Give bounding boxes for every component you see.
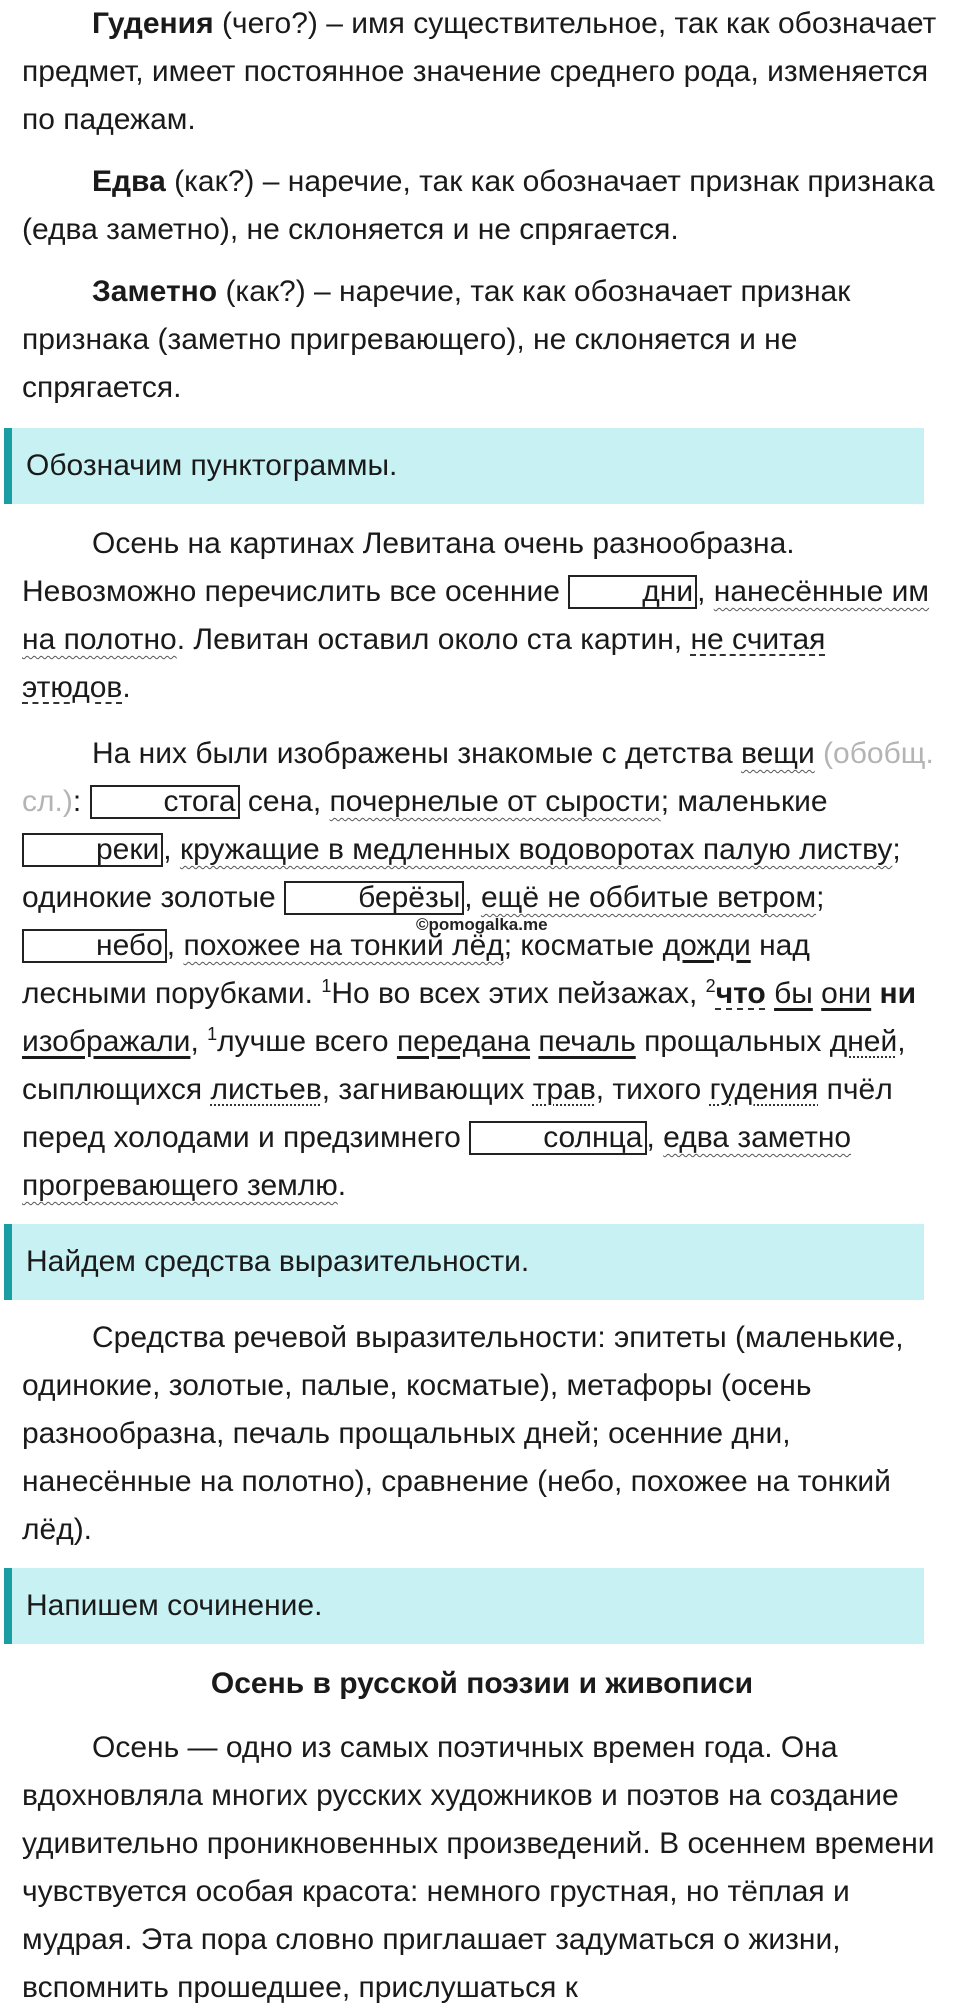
text-fragment: :	[72, 785, 90, 818]
text-fragment: , тихого	[595, 1073, 710, 1106]
boxed-word: стога	[90, 785, 240, 819]
generalizing-word: вещи	[740, 737, 815, 770]
boxed-word: небо	[22, 929, 167, 963]
text-fragment	[871, 977, 879, 1010]
text-fragment: . Левитан оставил около ста картин,	[176, 623, 691, 656]
section-header-punctuation: Обозначим пунктограммы.	[4, 428, 924, 504]
text-fragment: лучше всего	[217, 1025, 397, 1058]
text-fragment	[766, 977, 774, 1010]
subject-word: печаль	[538, 1025, 636, 1058]
text-fragment: , загнивающих	[321, 1073, 533, 1106]
text-fragment: ; маленькие	[660, 785, 828, 818]
particle-word: бы	[774, 977, 813, 1010]
text-fragment: Но во всех этих пейзажах,	[331, 977, 706, 1010]
watermark: ©pomogalka.me	[416, 915, 548, 934]
essay-paragraph: Осень — одно из самых поэтичных времен года. Она вдохновляла многих русских художников и поэтов на создание удивительно проникновенных произведений. В осеннем времени чувствуется особая красота: немного грустная, но тёплая и мудрая. Эта пора словно приглашает задуматься о жизни, вспомнить прошедшее, прислушаться к	[22, 1731, 935, 2004]
attribute-word: листьев	[210, 1073, 322, 1106]
text-fragment: ,	[190, 1025, 208, 1058]
predicate-word: передана	[396, 1025, 531, 1058]
clause-marker: 1	[207, 1024, 218, 1044]
clause-marker: 1	[321, 976, 332, 996]
text-fragment: .	[337, 1169, 347, 1202]
section-header-essay: Напишем сочинение.	[4, 1568, 924, 1644]
attribute-word: дней	[829, 1025, 898, 1058]
essay-title: Осень в русской поэзии и живописи	[210, 1667, 754, 1700]
participle-phrase: ещё не оббитые ветром	[480, 881, 817, 914]
generalizing-note: (обобщ. сл.)	[22, 737, 934, 818]
text-fragment: ,	[464, 881, 481, 914]
attribute-word: трав	[532, 1073, 596, 1106]
text-fragment: ; одинокие золотые	[22, 833, 901, 914]
analysis-paragraph-1	[22, 520, 942, 712]
subject-word: дожди	[662, 929, 751, 962]
text-fragment: .	[122, 671, 131, 704]
text-fragment: На них были изображены знакомые с детства	[92, 737, 741, 770]
conjunction-word: что	[715, 977, 766, 1010]
text-fragment: ,	[166, 929, 184, 962]
text-fragment: пчёл перед холодами и предзимнего	[22, 1073, 893, 1154]
paragraph-edva	[22, 158, 942, 254]
predicate-word: изображали	[22, 1025, 191, 1058]
term-word: Гудения	[92, 7, 214, 40]
text-fragment: ;	[816, 881, 825, 914]
text-fragment	[813, 977, 821, 1010]
participle-phrase: почернелые от сырости	[329, 785, 661, 818]
clause-marker: 2	[705, 976, 716, 996]
participle-phrase: похожее на тонкий лёд	[183, 929, 504, 962]
text-fragment: Осень на картинах Левитана очень разнообразна. Невозможно перечислить все осенние	[22, 527, 795, 608]
term-word: Заметно	[92, 275, 218, 308]
text-fragment: прощальных	[635, 1025, 830, 1058]
term-explanation: (как?) – наречие, так как обозначает признак признака (заметно пригревающего), не склоняется и не спрягается.	[22, 275, 851, 404]
boxed-word: дни	[568, 575, 697, 609]
particle-word: ни	[879, 977, 917, 1010]
text-fragment: ,	[697, 575, 714, 608]
paragraph-zametno	[22, 268, 942, 412]
text-fragment: ; косматые	[503, 929, 663, 962]
analysis-paragraph-2	[22, 730, 942, 1210]
term-explanation: (как?) – наречие, так как обозначает признак признака (едва заметно), не склоняется и не спрягается.	[22, 165, 935, 246]
boxed-word: берёзы	[284, 881, 464, 915]
subject-word: они	[821, 977, 872, 1010]
participle-phrase: едва заметно прогревающего землю	[22, 1121, 852, 1202]
participle-phrase: кружащие в медленных водоворотах палую листву	[179, 833, 893, 866]
text-fragment: , сыплющихся	[22, 1025, 906, 1106]
attribute-word: гудения	[709, 1073, 819, 1106]
term-explanation: (чего?) – имя существительное, так как обозначает предмет, имеет постоянное значение среднего рода, изменяется по падежам.	[22, 7, 937, 136]
text-fragment: ,	[163, 833, 180, 866]
section-header-expressive-means: Найдем средства выразительности.	[4, 1224, 924, 1300]
means-paragraph: Средства речевой выразительности: эпитеты (маленькие, одинокие, золотые, палые, косматые), метафоры (осень разнообразна, печаль прощальных дней; осенние дни, нанесённые на полотно), сравнение (небо, похожее на тонкий лёд).	[22, 1321, 904, 1546]
text-fragment: над лесными порубками.	[22, 929, 810, 1010]
paragraph-gudeniya	[22, 0, 942, 144]
boxed-word: реки	[22, 833, 163, 867]
text-fragment: ,	[646, 1121, 664, 1154]
adverbial-phrase: не считая этюдов	[22, 623, 826, 704]
participle-phrase: нанесённые им на полотно	[22, 575, 930, 656]
boxed-word: солнца	[469, 1121, 646, 1155]
term-word: Едва	[92, 165, 166, 198]
text-fragment: сена,	[239, 785, 330, 818]
